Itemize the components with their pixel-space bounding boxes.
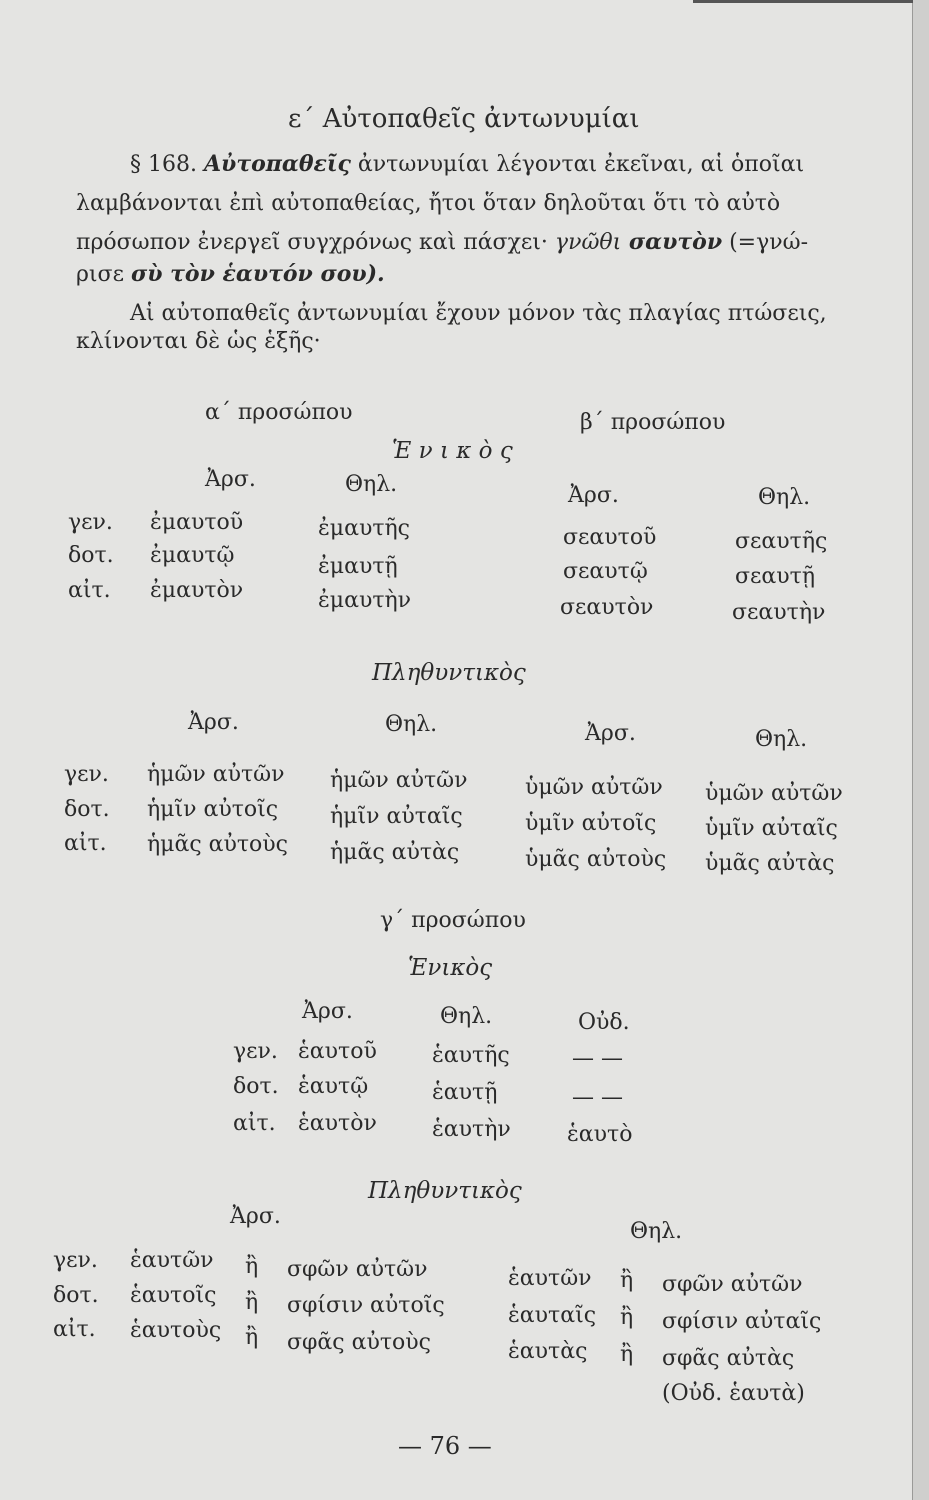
paragraph-2-line-1: Αἱ αὐτοπαθεῖς ἀντωνυμίαι ἔχουν μόνον τὰς πλαγίας πτώσεις, [130,301,827,326]
pl3-fem-a-dat: ἑαυταῖς [508,1303,597,1328]
pl1-fem-acc: ἡμᾶς αὐτὰς [330,840,460,865]
pl2-fem-gen: ὑμῶν αὐτῶν [705,781,843,806]
pl3-masc-b-gen: σφῶν αὐτῶν [287,1257,428,1282]
pl3-case-dat: δοτ. [53,1283,99,1308]
pl3-masc-or-3: ἢ [245,1325,259,1350]
sg3-masc-acc: ἑαυτὸν [298,1111,377,1136]
pl2-masc-header: Ἀρσ. [585,721,636,746]
pl3-masc-a-gen: ἑαυτῶν [130,1248,214,1273]
sg2-masc-gen: σεαυτοῦ [563,525,657,550]
sg3-fem-dat: ἑαυτῇ [432,1080,498,1105]
paragraph-1-line-3-rest: (=γνώ- [722,230,808,255]
sg1-fem-gen: ἐμαυτῆς [318,516,411,541]
sg2-masc-dat: σεαυτῷ [563,559,648,584]
sg3-masc-header: Ἀρσ. [302,999,353,1024]
pl3-fem-or-2: ἢ [620,1305,634,1330]
example-gnothi: γνῶθι [554,230,622,255]
plural-heading-1: Πληθυντικὸς [372,660,526,686]
page-top-line [693,0,913,3]
first-person-heading: α΄ προσώπου [205,400,353,425]
section-number: § 168. [130,152,204,177]
sg3-case-gen: γεν. [233,1039,278,1064]
sg1-masc-acc: ἐμαυτὸν [150,578,244,603]
sg3-case-acc: αἰτ. [233,1111,276,1136]
sg3-neut-gen: — — [572,1046,623,1071]
pl3-fem-a-gen: ἑαυτῶν [508,1266,592,1291]
pl3-masc-b-acc: σφᾶς αὐτοὺς [287,1330,431,1355]
sg3-fem-acc: ἑαυτὴν [432,1117,511,1142]
pl1-fem-gen: ἡμῶν αὐτῶν [330,768,468,793]
pl2-fem-dat: ὑμῖν αὐταῖς [705,816,838,841]
pl3-fem-b-acc: σφᾶς αὐτὰς [662,1346,795,1371]
pl3-case-acc: αἰτ. [53,1317,96,1342]
sg2-fem-header: Θηλ. [758,485,811,510]
paragraph-1-line-4-prefix: ρισε [76,262,131,287]
paragraph-1-line-2: λαμβάνονται ἐπὶ αὐτοπαθείας, ἤτοι ὅταν δηλοῦται ὅτι τὸ αὐτὸ [76,191,781,216]
sg3-case-dat: δοτ. [233,1074,279,1099]
paragraph-1-line-3-prefix: πρόσωπον ἐνεργεῖ συγχρόνως καὶ πάσχει· [76,230,555,255]
example-translation: σὺ τὸν ἑαυτόν σου). [130,261,385,287]
paragraph-1-line-1 [130,153,804,176]
sg1-masc-dat: ἐμαυτῷ [150,543,235,568]
pl3-masc-a-acc: ἑαυτοὺς [130,1318,222,1343]
second-person-heading: β΄ προσώπου [580,410,726,435]
case-acc: αἰτ. [68,578,111,603]
pl2-masc-acc: ὑμᾶς αὐτοὺς [525,847,667,872]
third-person-heading: γ΄ προσώπου [380,908,526,933]
paragraph-1-line-1-rest: ἀντωνυμίαι λέγονται ἐκεῖναι, αἱ ὁποῖαι [350,152,805,177]
pl1-masc-header: Ἀρσ. [188,710,239,735]
sg2-fem-gen: σεαυτῆς [735,529,828,554]
case-gen: γεν. [68,510,113,535]
page-number: — 76 — [398,1432,492,1460]
pl3-fem-or-3: ἢ [620,1342,634,1367]
pl3-fem-or-1: ἢ [620,1268,634,1293]
sg3-fem-header: Θηλ. [440,1004,493,1029]
sg2-fem-acc: σεαυτὴν [732,600,826,625]
sg2-masc-header: Ἀρσ. [568,483,619,508]
sg3-fem-gen: ἑαυτῆς [432,1043,510,1068]
pl3-masc-a-dat: ἑαυτοῖς [130,1283,217,1308]
sg1-fem-dat: ἐμαυτῇ [318,554,398,579]
sg3-masc-gen: ἑαυτοῦ [298,1039,377,1064]
sg3-neut-dat: — — [572,1085,623,1110]
paragraph-2-line-2: κλίνονται δὲ ὡς ἑξῆς· [76,329,321,354]
page-edge [912,0,929,1500]
pl3-case-gen: γεν. [53,1248,98,1273]
pl3-fem-b-dat: σφίσιν αὐταῖς [662,1309,822,1334]
term-reflexive: Αὐτοπαθεῖς [203,151,351,177]
pl2-masc-dat: ὑμῖν αὐτοῖς [525,811,657,836]
pl-case-gen: γεν. [64,762,109,787]
sg1-fem-header: Θηλ. [345,472,398,497]
pl3-masc-b-dat: σφίσιν αὐτοῖς [287,1293,445,1318]
sg1-masc-header: Ἀρσ. [205,467,256,492]
paragraph-1-line-4 [76,263,385,286]
singular-heading-3: Ἑνικὸς [408,955,493,981]
sg3-masc-dat: ἑαυτῷ [298,1074,369,1099]
pl-case-acc: αἰτ. [64,831,107,856]
pl1-masc-acc: ἡμᾶς αὐτοὺς [147,832,288,857]
pl3-masc-or-2: ἢ [245,1290,259,1315]
singular-heading-1: Ἑ ν ι κ ὸ ς [392,438,513,464]
pl1-fem-header: Θηλ. [385,712,438,737]
sg3-neut-header: Οὐδ. [578,1010,630,1035]
pl2-masc-gen: ὑμῶν αὐτῶν [525,775,663,800]
pl-case-dat: δοτ. [64,797,110,822]
pl3-masc-or-1: ἢ [245,1254,259,1279]
pl1-masc-dat: ἡμῖν αὐτοῖς [147,797,279,822]
pl3-fem-a-acc: ἑαυτὰς [508,1339,588,1364]
paragraph-1-line-3 [76,231,808,254]
pl2-fem-header: Θηλ. [755,727,808,752]
sg1-masc-gen: ἐμαυτοῦ [150,510,244,535]
sg1-fem-acc: ἐμαυτὴν [318,588,412,613]
sg2-fem-dat: σεαυτῇ [735,564,815,589]
sg2-masc-acc: σεαυτὸν [560,595,654,620]
pl2-fem-acc: ὑμᾶς αὐτὰς [705,851,835,876]
pl3-fem-b-gen: σφῶν αὐτῶν [662,1272,803,1297]
sg3-neut-acc: ἑαυτὸ [567,1122,633,1147]
pl1-masc-gen: ἡμῶν αὐτῶν [147,762,285,787]
pl3-fem-header: Θηλ. [630,1219,683,1244]
plural-heading-3: Πληθυντικὸς [368,1178,522,1204]
neuter-note: (Οὐδ. ἑαυτὰ) [662,1381,805,1406]
case-dat: δοτ. [68,543,114,568]
section-title: ε΄ Αὐτοπαθεῖς ἀντωνυμίαι [288,104,640,134]
pl3-masc-header: Ἀρσ. [230,1204,281,1229]
pl1-fem-dat: ἡμῖν αὐταῖς [330,804,463,829]
example-sauton: σαυτὸν [621,229,723,255]
